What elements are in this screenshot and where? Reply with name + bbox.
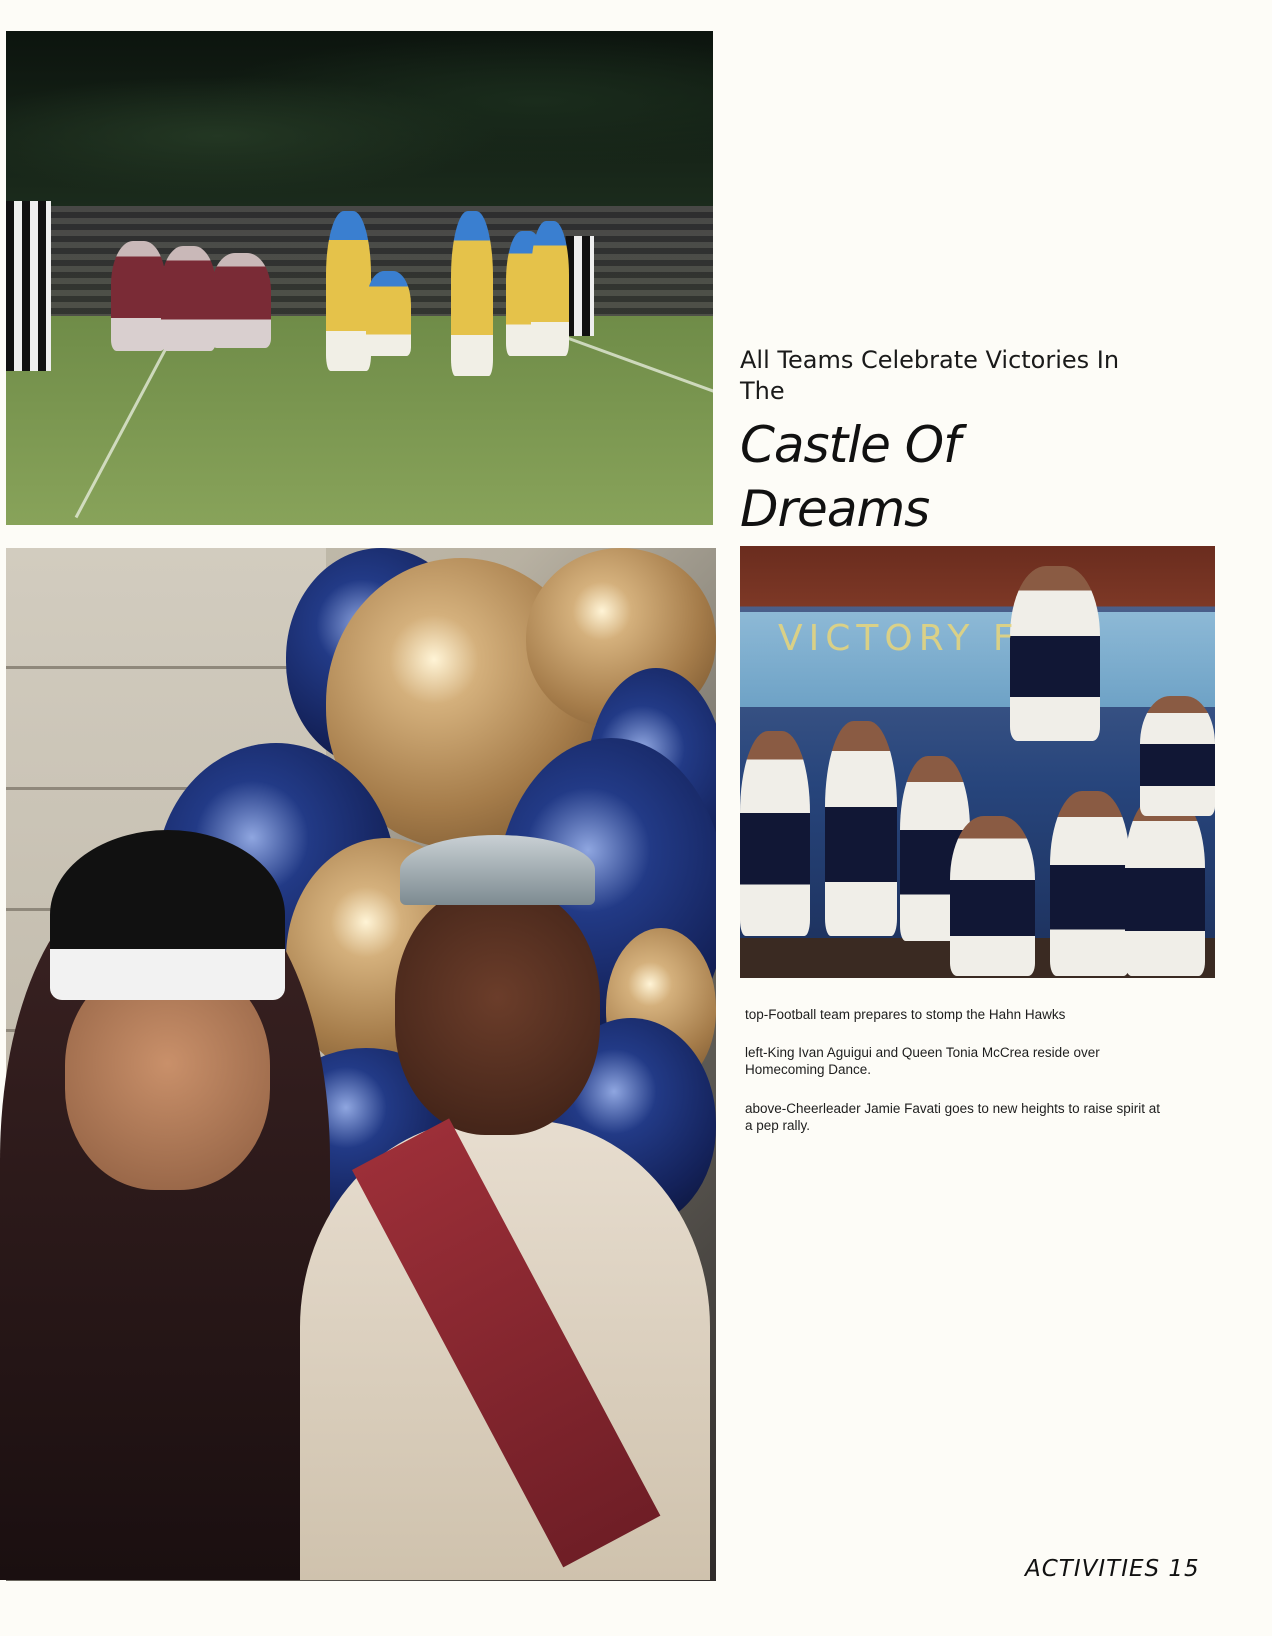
headline-title	[740, 413, 1210, 541]
folio-page-number: 15	[1168, 1556, 1200, 1582]
cheerleader	[825, 721, 897, 936]
referee	[6, 201, 51, 371]
cheerleader	[1140, 696, 1215, 816]
referee	[566, 236, 594, 336]
player-gold	[451, 211, 493, 376]
headline-kicker: All Teams Celebrate Victories In The	[740, 346, 1120, 405]
crown-icon	[50, 830, 285, 1000]
caption-left: left-King Ivan Aguigui and Queen Tonia McCrea reside over Homecoming Dance.	[745, 1045, 1100, 1077]
queen-face	[395, 885, 600, 1135]
player-maroon	[211, 253, 271, 348]
football-photo	[6, 31, 713, 525]
player-gold	[531, 221, 569, 356]
player-gold	[366, 271, 411, 356]
cheerleader	[1125, 796, 1205, 976]
cheerleader	[740, 731, 810, 936]
folio-section: ACTIVITIES	[1025, 1556, 1161, 1582]
cheerleader-photo	[740, 546, 1215, 978]
player-maroon	[111, 241, 166, 351]
banner-text: VICTORY F	[778, 618, 1020, 659]
cheerleader	[950, 816, 1035, 976]
player-maroon	[161, 246, 216, 351]
caption-above: above-Cheerleader Jamie Favati goes to new heights to raise spirit at a pep rally.	[745, 1101, 1160, 1133]
trees-background	[6, 31, 713, 206]
title-line-2: Dreams	[740, 480, 930, 538]
cheerleader	[1050, 791, 1130, 976]
page-folio	[1025, 1556, 1200, 1582]
title-line-1: Castle Of	[740, 416, 960, 474]
cheerleader-flyer	[1010, 566, 1100, 741]
player-gold	[326, 211, 371, 371]
tiara-icon	[400, 835, 595, 905]
caption-top: top-Football team prepares to stomp the Hahn Hawks	[745, 1007, 1066, 1022]
